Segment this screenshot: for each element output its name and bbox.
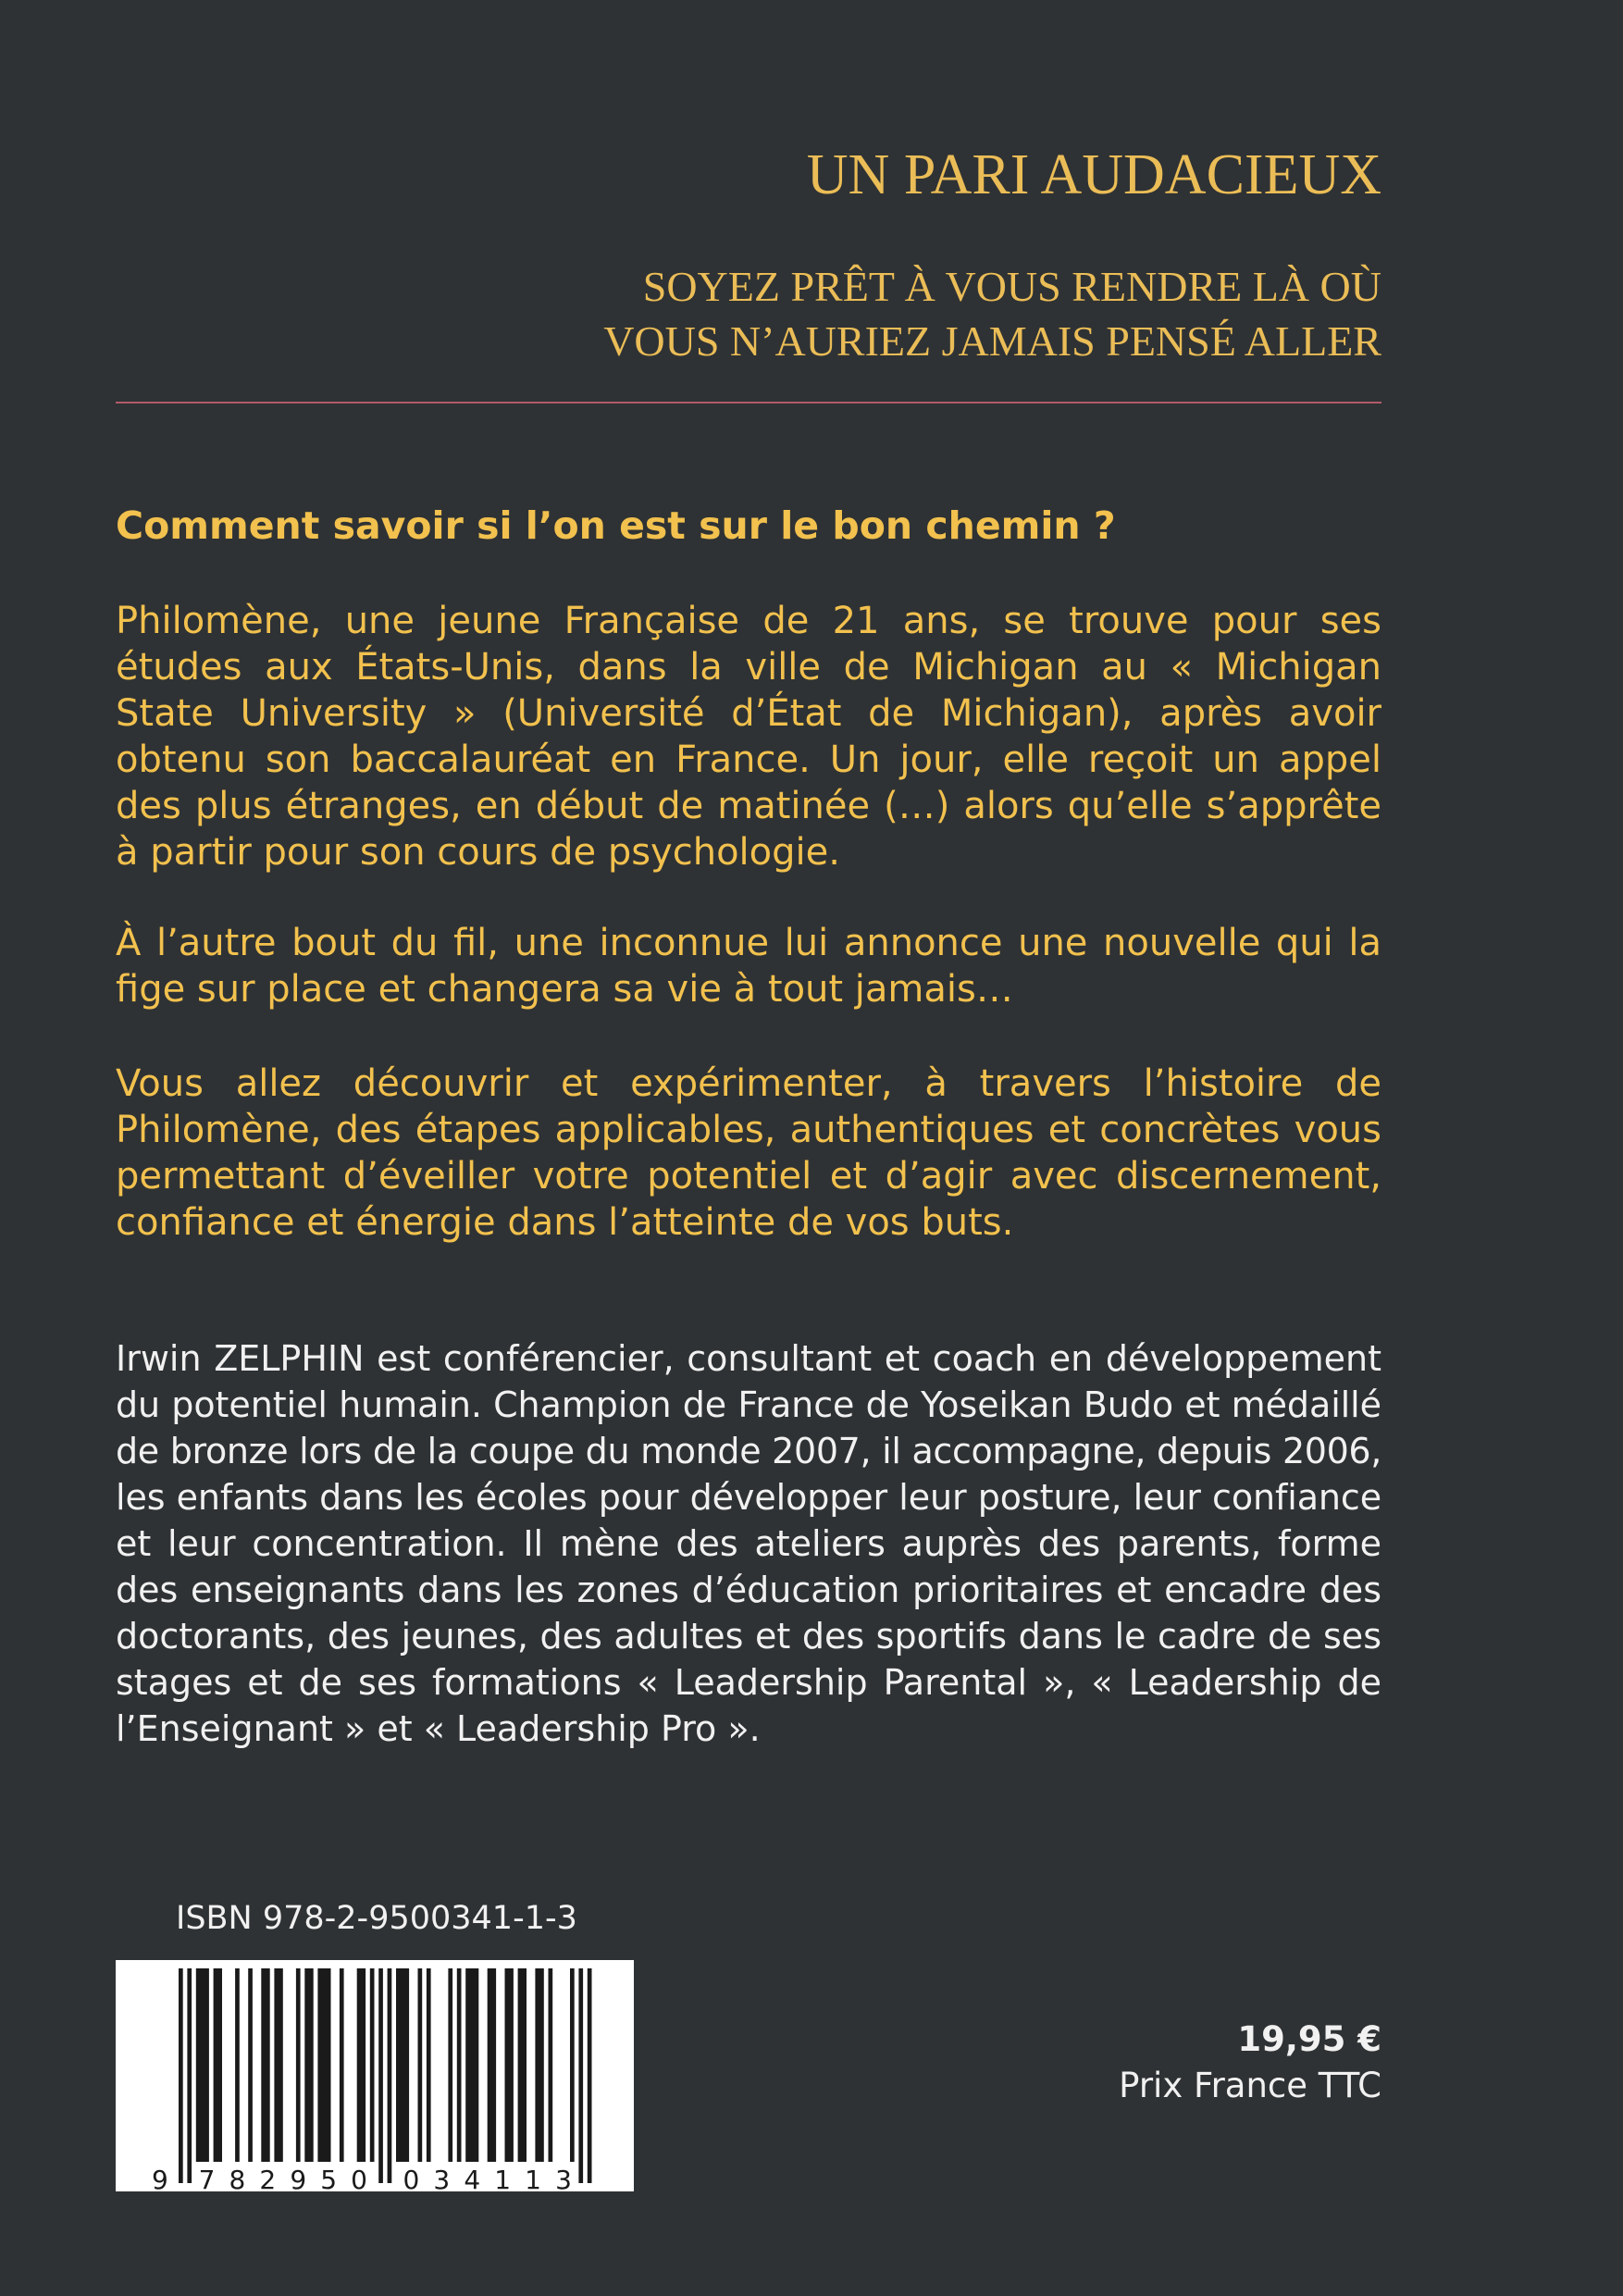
barcode-guard-bar bbox=[378, 1968, 383, 2183]
barcode-bar bbox=[235, 1968, 240, 2162]
author-bio-line: doctorants, des jeunes, des adultes et des sportifs dans le cadre de ses bbox=[116, 1616, 1381, 1657]
author-bio-line: de bronze lors de la coupe du monde 2007, il accompagne, depuis 2006, bbox=[116, 1431, 1381, 1471]
author-bio-line: du potentiel humain. Champion de France de Yoseikan Budo et médaillé bbox=[116, 1384, 1381, 1425]
synopsis-paragraph-2 bbox=[116, 920, 1381, 1012]
tagline-question: Comment savoir si l’on est sur le bon chemin ? bbox=[116, 503, 1116, 548]
price-block bbox=[1119, 2017, 1381, 2109]
author-bio-line: les enfants dans les écoles pour développer leur posture, leur confiance bbox=[116, 1477, 1381, 1518]
barcode-guard-bar bbox=[578, 1968, 583, 2183]
synopsis-line: À l’autre bout du fil, une inconnue lui annonce une nouvelle qui la bbox=[116, 922, 1381, 964]
barcode-bar bbox=[448, 1968, 452, 2162]
author-bio bbox=[116, 1335, 1381, 1752]
synopsis-line: fige sur place et changera sa vie à tout jamais… bbox=[116, 968, 1013, 1011]
barcode-right-digits: 034113 bbox=[403, 2165, 586, 2191]
barcode-bar bbox=[396, 1968, 409, 2162]
subtitle-line: VOUS N’AURIEZ JAMAIS PENSÉ ALLER bbox=[603, 317, 1381, 365]
barcode-bar bbox=[570, 1968, 575, 2162]
book-subtitle bbox=[603, 259, 1381, 368]
barcode bbox=[116, 1960, 634, 2191]
barcode-guard-bar bbox=[388, 1968, 392, 2183]
book-title: UN PARI AUDACIEUX bbox=[806, 143, 1381, 206]
barcode-bar bbox=[465, 1968, 478, 2162]
synopsis-line: Philomène, des étapes applicables, authentiques et concrètes vous bbox=[116, 1109, 1381, 1151]
barcode-bar bbox=[549, 1968, 553, 2162]
price: 19,95 € bbox=[1237, 2019, 1381, 2059]
divider-rule bbox=[116, 402, 1381, 403]
synopsis-line: études aux États-Unis, dans la ville de Michigan au « Michigan bbox=[116, 646, 1381, 689]
barcode-bar bbox=[340, 1968, 344, 2162]
subtitle-line: SOYEZ PRÊT À VOUS RENDRE LÀ OÙ bbox=[642, 263, 1381, 310]
barcode-bar bbox=[304, 1968, 313, 2162]
barcode-bar bbox=[370, 1968, 375, 2162]
barcode-bar bbox=[214, 1968, 222, 2162]
isbn-label: ISBN 978-2-9500341-1-3 bbox=[176, 1900, 577, 1937]
barcode-bar bbox=[535, 1968, 543, 2162]
barcode-guard-bar bbox=[187, 1968, 192, 2183]
barcode-bar bbox=[261, 1968, 269, 2162]
synopsis-line: des plus étranges, en début de matinée (…) alors qu’elle s’apprête bbox=[116, 785, 1381, 827]
synopsis-line: State University » (Université d’État de Michigan), après avoir bbox=[116, 692, 1381, 735]
author-bio-line: Irwin ZELPHIN est conférencier, consultant et coach en développement bbox=[116, 1338, 1381, 1379]
synopsis-line: confiance et énergie dans l’atteinte de vos buts. bbox=[116, 1201, 1014, 1244]
barcode-bar bbox=[357, 1968, 365, 2162]
price-note: Prix France TTC bbox=[1119, 2066, 1381, 2105]
barcode-bars bbox=[116, 1960, 634, 2191]
barcode-left-digits: 782950 bbox=[198, 2165, 382, 2191]
barcode-bar bbox=[317, 1968, 330, 2162]
synopsis-line: permettant d’éveiller votre potentiel et d’agir avec discernement, bbox=[116, 1155, 1381, 1198]
synopsis-line: à partir pour son cours de psychologie. bbox=[116, 831, 840, 874]
barcode-bar bbox=[518, 1968, 527, 2162]
barcode-bar bbox=[274, 1968, 282, 2162]
synopsis-line: Vous allez découvrir et expérimenter, à travers l’histoire de bbox=[116, 1062, 1381, 1105]
author-bio-line: stages et de ses formations « Leadership Parental », « Leadership de bbox=[116, 1662, 1381, 1703]
synopsis-paragraph-1 bbox=[116, 598, 1381, 875]
barcode-bar bbox=[488, 1968, 496, 2162]
barcode-bar bbox=[505, 1968, 514, 2162]
barcode-bar bbox=[457, 1968, 462, 2162]
barcode-bar bbox=[196, 1968, 209, 2162]
barcode-first-digit: 9 bbox=[152, 2165, 168, 2191]
synopsis-line: Philomène, une jeune Française de 21 ans, se trouve pour ses bbox=[116, 600, 1381, 642]
author-bio-line: l’Enseignant » et « Leadership Pro ». bbox=[116, 1708, 761, 1749]
synopsis-paragraph-3 bbox=[116, 1061, 1381, 1246]
barcode-bar bbox=[296, 1968, 301, 2162]
synopsis-line: obtenu son baccalauréat en France. Un jour, elle reçoit un appel bbox=[116, 738, 1381, 781]
barcode-bar bbox=[427, 1968, 431, 2162]
barcode-guard-bar bbox=[179, 1968, 183, 2183]
barcode-guard-bar bbox=[588, 1968, 592, 2183]
barcode-bar bbox=[248, 1968, 253, 2162]
author-bio-line: et leur concentration. Il mène des ateliers auprès des parents, forme bbox=[116, 1523, 1381, 1564]
barcode-bar bbox=[418, 1968, 423, 2162]
author-bio-line: des enseignants dans les zones d’éducation prioritaires et encadre des bbox=[116, 1570, 1381, 1610]
